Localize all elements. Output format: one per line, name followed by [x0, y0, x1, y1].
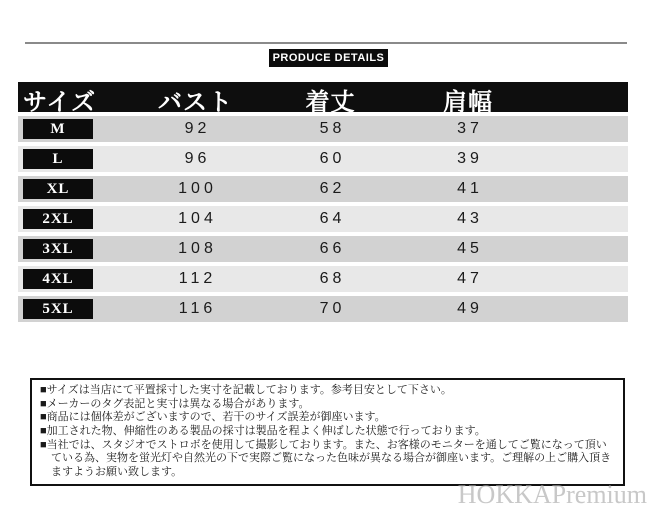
note-item: ■当社では、スタジオでストロボを使用して撮影しております。また、お客様のモニターを通してご覧になって頂いている為、実物を蛍光灯や自然光の下で実際ご覧になった色味が異なる場合が御座います。ご理解の上ご購入頂きますようお願い致します。 — [40, 438, 612, 478]
bust-value: 116 — [178, 300, 217, 317]
shoulder-value: 47 — [457, 270, 483, 287]
size-badge: 2XL — [23, 209, 93, 229]
divider-line — [25, 42, 627, 44]
column-header-shoulder: 肩幅 — [443, 89, 493, 116]
length-value: 64 — [319, 210, 346, 227]
size-badge: M — [23, 119, 93, 139]
table-row — [18, 146, 628, 172]
note-item: ■サイズは当店にて平置採寸した実寸を記載しております。参考目安として下さい。 — [40, 384, 452, 396]
length-value: 60 — [319, 150, 346, 167]
length-value: 62 — [319, 180, 346, 197]
notes-box — [30, 378, 625, 486]
bust-value: 92 — [184, 120, 211, 137]
produce-details-badge — [269, 49, 388, 67]
note-item: ■メーカーのタグ表記と実寸は異なる場合があります。 — [40, 397, 310, 410]
column-header-size: サイズ — [23, 89, 97, 116]
column-header-length: 着丈 — [305, 89, 356, 116]
length-value: 68 — [319, 270, 346, 287]
size-badge: 4XL — [23, 269, 93, 289]
bust-value: 108 — [178, 240, 217, 257]
size-badge: XL — [23, 179, 93, 199]
table-row — [18, 176, 628, 202]
table-row — [18, 236, 628, 262]
size-badge: L — [23, 149, 93, 169]
size-table-header — [18, 82, 628, 116]
shoulder-value: 41 — [457, 180, 483, 197]
table-row — [18, 296, 628, 322]
shoulder-value: 39 — [457, 150, 483, 167]
size-table — [18, 82, 628, 322]
watermark: HOKKAPremium — [457, 480, 647, 507]
bust-value: 100 — [178, 180, 217, 197]
bust-value: 96 — [184, 150, 211, 167]
bust-value: 112 — [178, 270, 217, 287]
shoulder-value: 45 — [457, 240, 483, 257]
bust-value: 104 — [178, 210, 217, 227]
shoulder-value: 49 — [457, 300, 483, 317]
produce-details-label: PRODUCE DETAILS — [272, 52, 385, 64]
shoulder-value: 37 — [457, 120, 483, 137]
table-row — [18, 116, 628, 142]
column-header-bust: バスト — [158, 89, 233, 116]
note-item: ■加工された物、伸縮性のある製品の採寸は製品を程よく伸ばした状態で行っております。 — [40, 424, 486, 437]
length-value: 66 — [319, 240, 346, 257]
size-badge: 3XL — [23, 239, 93, 259]
shoulder-value: 43 — [457, 210, 483, 227]
table-row — [18, 266, 628, 292]
table-row — [18, 206, 628, 232]
length-value: 58 — [319, 120, 346, 137]
length-value: 70 — [319, 300, 346, 317]
size-badge: 5XL — [23, 299, 93, 319]
note-item: ■商品には個体差がございますので、若干のサイズ誤差が御座います。 — [40, 411, 386, 424]
